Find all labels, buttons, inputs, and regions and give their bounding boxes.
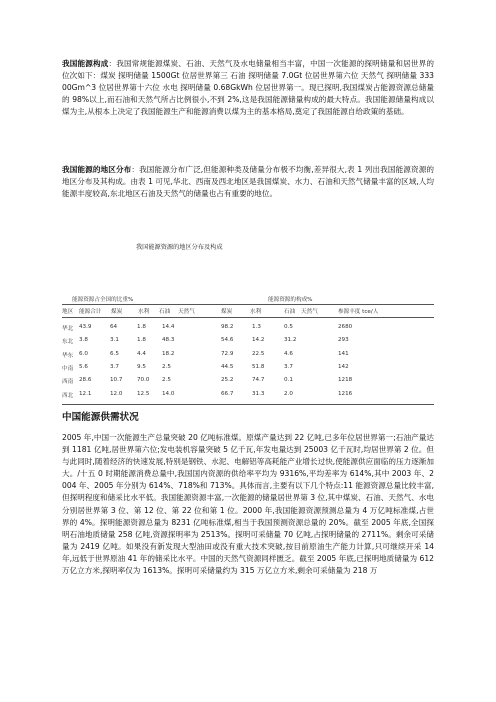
table-cell: 4.4 bbox=[137, 350, 146, 357]
table-cell: 64 bbox=[110, 324, 118, 330]
table-cell: 44.5 bbox=[221, 363, 234, 370]
table-row bbox=[62, 351, 434, 361]
table-cell: 14.2 bbox=[252, 337, 265, 344]
table-cell: 0.5 bbox=[284, 324, 293, 330]
paragraph-heading: 我国能源的地区分布 bbox=[62, 165, 132, 174]
energy-table bbox=[62, 293, 434, 405]
paragraph-supply-demand bbox=[62, 432, 434, 577]
table-row bbox=[62, 377, 434, 387]
table-cell: 中南 bbox=[62, 365, 74, 372]
table-cell: 48.3 bbox=[162, 337, 175, 344]
table-cell: 142 bbox=[338, 363, 349, 370]
paragraph-heading: 我国能源构成 bbox=[62, 59, 109, 68]
table-cell: 3.8 bbox=[79, 337, 88, 344]
section-heading: 中国能源供需状况 bbox=[62, 412, 139, 423]
table-cell: 2680 bbox=[338, 324, 353, 330]
table-cell: 东北 bbox=[62, 339, 74, 346]
col-header: 石油 bbox=[159, 309, 171, 315]
table-cell: 1.8 bbox=[137, 337, 146, 344]
col-header: 煤炭 bbox=[221, 309, 233, 315]
col-header: 天然气 bbox=[301, 309, 318, 315]
table-cell: 25.2 bbox=[221, 377, 234, 384]
table-cell: 4.6 bbox=[284, 350, 293, 357]
table-cell: 1.3 bbox=[252, 324, 261, 330]
table-rule bbox=[62, 404, 434, 405]
table-row bbox=[62, 337, 434, 347]
paragraph-regional-distribution bbox=[62, 164, 434, 200]
table-cell: 12.1 bbox=[79, 390, 92, 397]
col-header: 水利 bbox=[250, 309, 262, 315]
table-title: 我国能源资源的地区分布及构成 bbox=[136, 244, 223, 251]
table-cell: 12.5 bbox=[137, 390, 150, 397]
table-cell: 1218 bbox=[338, 377, 353, 384]
table-cell: 14.4 bbox=[162, 324, 175, 330]
table-body bbox=[62, 318, 434, 404]
col-header: 天然气 bbox=[178, 309, 195, 315]
table-cell: 98.2 bbox=[221, 324, 234, 330]
table-cell: 66.7 bbox=[221, 390, 234, 397]
table-cell: 12.0 bbox=[110, 390, 123, 397]
table-cell: 70.0 bbox=[137, 377, 150, 384]
table-cell: 74.7 bbox=[252, 377, 265, 384]
table-cell: 3.7 bbox=[110, 363, 119, 370]
paragraph-text: ：我国常规能源煤炭、石油、天然气及水电储量相当丰富，中国一次能源的探明储量和居世界的位次如下：煤炭 探明储量 1500Gt 位居世界第三 石油 探明储量 7.0Gt 位居世界第六位 天然气 探明储量 33300Gm^3 位居世界第十六位 水电 探明储量 0.68GkWh 位居世界第一。现已探明,我国煤炭占能源资源总储量的 98%以上,而石油和天然气所占比例很小,不到 2%,这是我国能源储量构成的最大特点。我国能源储量构成以煤为主,从根本上决定了我国能源生产和能源消费以煤为主的基本格局,奠定了我国能源自给政策的基础。 bbox=[62, 59, 435, 117]
paragraph-text: 2005 年,中国一次能源生产总量突破 20 亿吨标准煤。原煤产量达到 22 亿吨,已多年位居世界第一;石油产量达到 1181 亿吨,居世界第六位;发电装机容量突破 5 亿千瓦,年发电量达到 25003 亿千瓦时,均居世界第 2 位。但与此同时,随着经济的快速发展,特别是钢铁、水泥、电解铝等高耗能产业增长过快,使能源供应面临的压力逐渐加大。/十五 0 时期能源消费总量中,我国国内资源的供给率平均为 9316%,平均差率为 614%,其中 2003 年、2004 年、2005 年分别为 614%、718%和 713%。具体而言,主要有以下几个特点:11 能源资源总量比较丰富,但探明程度和储采比水平低。我国能源资源丰富,一次能源的储量居世界第 3 位,其中煤炭、石油、天然气、水电分别居世界第 3 位、第 12 位、第 22 位和第 1 位。2000 年,我国能源资源预测总量为 4 万亿吨标准煤,占世界的 4%。探明能源资源总量为 8231 亿吨标准煤,相当于我国预测资源总量的 20%。截至 2005 年底,全国探明石油地质储量 258 亿吨,资源探明率为 2513%。探明可采储量 70 亿吨,占探明储量的 2711%。剩余可采储量为 2419 亿吨。如果没有新发现大型油田或没有重大技术突破,按目前原油生产能力计算,只可继续开采 14 年,远低于世界原油 41 年的储采比水平。中国的天然气资源同样匮乏。截至 2005 年底,已探明地质储量为 612 万亿立方米,探明率仅为 1613%。探明可采储量约为 315 万亿立方米,剩余可采储量为 218 万 bbox=[62, 433, 434, 576]
col-header: 参源丰度 tce/人 bbox=[338, 309, 379, 315]
table-column-header bbox=[62, 305, 434, 317]
table-row bbox=[62, 324, 434, 334]
table-cell: 22.5 bbox=[252, 350, 265, 357]
table-group-header bbox=[62, 293, 434, 304]
table-cell: 6.0 bbox=[79, 350, 88, 357]
col-header: 地区 bbox=[62, 309, 74, 315]
paragraph-energy-composition bbox=[62, 58, 434, 118]
table-cell: 9.5 bbox=[137, 363, 146, 370]
paragraph-text: ：我国能源分布广泛,但能源种类及储量分布极不均衡,差异很大,表 1 列出我国能源资源的地区分布及其构成。由表 1 可见,华北、西南及西北地区是我国煤炭、水力、石油和天然气储量丰富的区域,人均能源丰度较高,东北地区石油及天然气的储量也占有重要的地位。 bbox=[62, 165, 434, 199]
table-cell: 0.1 bbox=[284, 377, 293, 384]
table-cell: 华北 bbox=[62, 326, 74, 332]
table-cell: 28.6 bbox=[79, 377, 92, 384]
table-cell: 141 bbox=[338, 350, 349, 357]
table-cell: 6.5 bbox=[110, 350, 119, 357]
table-row bbox=[62, 364, 434, 374]
table-cell: 51.8 bbox=[252, 363, 265, 370]
col-header: 能源合计 bbox=[79, 309, 102, 315]
table-cell: 54.6 bbox=[221, 337, 234, 344]
table-cell: 293 bbox=[338, 337, 349, 344]
table-cell: 1216 bbox=[338, 390, 353, 397]
table-cell: 2.0 bbox=[284, 390, 293, 397]
table-cell: 西北 bbox=[62, 392, 74, 399]
group-left-label: 能源资源占全国的比重% bbox=[72, 297, 134, 303]
table-cell: 43.9 bbox=[79, 324, 92, 330]
table-cell: 5.6 bbox=[79, 363, 88, 370]
table-cell: 72.9 bbox=[221, 350, 234, 357]
col-header: 水利 bbox=[138, 309, 150, 315]
table-cell: 1.8 bbox=[137, 324, 146, 330]
table-cell: 3.1 bbox=[110, 337, 119, 344]
table-cell: 14.0 bbox=[162, 390, 175, 397]
table-cell: 31.2 bbox=[284, 337, 297, 344]
col-header: 煤炭 bbox=[111, 309, 123, 315]
table-cell: 2.5 bbox=[162, 377, 171, 384]
table-cell: 西南 bbox=[62, 379, 74, 386]
table-cell: 31.3 bbox=[252, 390, 265, 397]
group-right-label: 能源资源的构成% bbox=[268, 297, 313, 303]
table-cell: 3.7 bbox=[284, 363, 293, 370]
table-cell: 华东 bbox=[62, 352, 74, 359]
table-cell: 18.2 bbox=[162, 350, 175, 357]
table-row bbox=[62, 391, 434, 401]
col-header: 石油 bbox=[284, 309, 296, 315]
table-cell: 10.7 bbox=[110, 377, 123, 384]
table-cell: 2.5 bbox=[162, 363, 171, 370]
